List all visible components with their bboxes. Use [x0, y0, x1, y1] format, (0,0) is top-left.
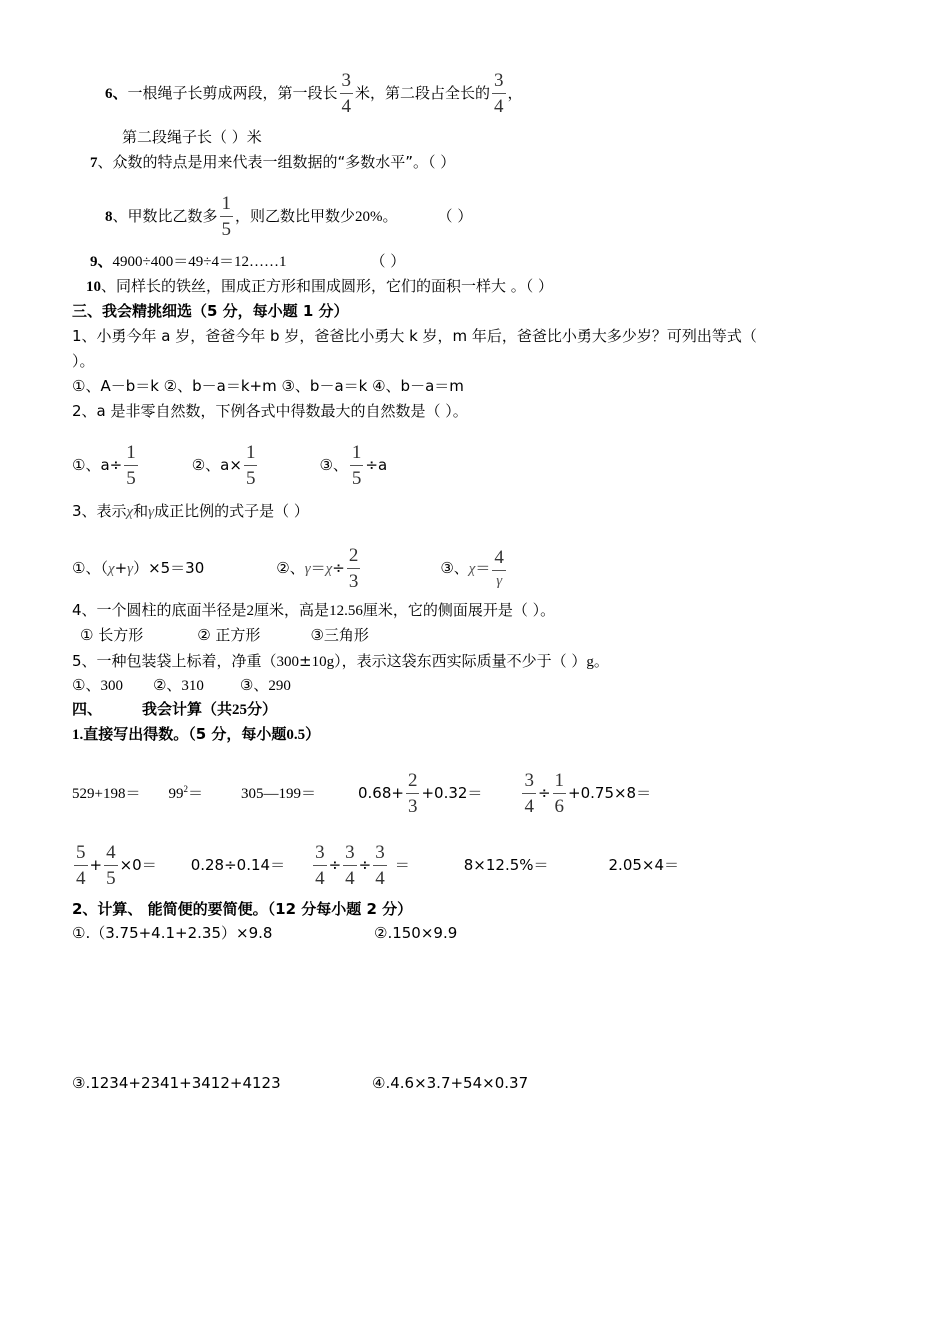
judge-q7: 7、众数的特点是用来代表一组数据的“多数水平”。（ ） [90, 153, 456, 171]
fraction: $\frac{3}{4}$ [524, 770, 534, 817]
calc-sub2-title: 2、计算、 能简便的要简便。（12 分每小题 2 分） [72, 900, 413, 918]
variable-x: χ [126, 504, 134, 520]
fraction: $\frac{3}{4}$ [345, 842, 355, 889]
judge-q10: 10、同样长的铁丝，围成正方形和围成圆形，它们的面积一样大 。（ ） [86, 277, 554, 295]
choose-q4-options: ① 长方形 ② 正方形 ③三角形 [80, 626, 369, 644]
choose-q2-options: ①、a÷ $\frac{1}{5}$ ②、a× $\frac{1}{5}$ ③、 $\frac{1}{5}$ ÷a [72, 442, 388, 489]
fraction: $\frac{2}{3}$ [348, 545, 359, 592]
judge-q9: 9、4900÷400＝49÷4＝12……1 （ ） [90, 252, 406, 270]
choose-q1-options: ①、A－b＝k ②、b－a＝k+m ③、b－a＝k ④、b－a＝m [72, 377, 464, 395]
judge-q6: 6、一根绳子长剪成两段，第一段长 $\frac{3}{4}$ 米，第二段占全长的 $\frac{3}{4}$ ， [105, 70, 523, 117]
fraction: $\frac{1}{5}$ [351, 442, 362, 489]
fraction: $\frac{4}{5}$ [106, 842, 116, 889]
variable-y: γ [148, 504, 155, 520]
section-title-calc: 四、 我会计算（共25分） [72, 700, 278, 718]
choose-q4: 4、一个圆柱的底面半径是2厘米，高是12.56厘米，它的侧面展开是（ ）。 [72, 601, 556, 619]
fraction: $\frac{5}{4}$ [76, 842, 86, 889]
calc-problem-3: ③.1234+2341+3412+4123 [72, 1074, 281, 1092]
judge-q8: 8、甲数比乙数多 $\frac{1}{5}$ ，则乙数比甲数少20%。 （ ） [105, 193, 473, 240]
fraction: 4 γ [494, 547, 504, 589]
fraction: $\frac{3}{4}$ [341, 70, 352, 117]
fraction: $\frac{1}{6}$ [554, 770, 565, 817]
calc-row-2: $\frac{5}{4}$ + $\frac{4}{5}$ ×0＝ 0.28÷0.14＝ $\frac{3}{4}$ ÷ $\frac{3}{4}$ ÷ $\frac{3}{4}$ ＝ 8×12.5%＝ 2.05×4＝ [76, 842, 680, 889]
answer-paren: （ ） [370, 252, 406, 270]
choose-q2: 2、a 是非零自然数，下例各式中得数最大的自然数是（ ）。 [72, 402, 468, 420]
calc-row-1: $529+198= 99^2=$ 305—199＝ 0.68+ $\frac{2}{3}$ +0.32＝ $\frac{3}{4}$ ÷ $\frac{1}{6}$ +0.75×8＝ [72, 770, 652, 817]
calc-sub1-title: 1.直接写出得数。（5 分，每小题0.5） [72, 725, 321, 743]
section-title-choose: 三、我会精挑细选（5 分，每小题 1 分） [72, 302, 349, 320]
question-number: 6 [105, 86, 113, 102]
fraction: $\frac{3}{4}$ [494, 70, 504, 117]
calc-problem-1: ①.（3.75+4.1+2.35）×9.8 [72, 924, 273, 942]
fraction: $\frac{3}{4}$ [375, 842, 385, 889]
answer-paren: （ ） [437, 207, 473, 225]
choose-q3: 3、表示χ和γ成正比例的式子是（ ） [72, 502, 309, 520]
choose-q3-options: ①、（χ+γ）×5＝30 ②、γ＝χ÷ $\frac{2}{3}$ ③、χ＝ 4 γ [72, 545, 504, 592]
choose-q5-options: ①、300 ②、310 ③、290 [72, 676, 291, 694]
fraction: $\frac{1}{5}$ [126, 442, 136, 489]
choose-q5: 5、一种包装袋上标着，净重（300±10g），表示这袋东西实际质量不少于（ ）g。 [72, 652, 609, 670]
fraction: $\frac{1}{5}$ [245, 442, 256, 489]
fraction: $\frac{2}{3}$ [407, 770, 418, 817]
fraction: $\frac{1}{5}$ [221, 193, 232, 240]
fraction: $\frac{3}{4}$ [315, 842, 325, 889]
calc-problem-2: ②.150×9.9 [374, 924, 458, 942]
choose-q1-cont: ）。 [72, 352, 95, 370]
calc-problem-4: ④.4.6×3.7+54×0.37 [372, 1074, 529, 1092]
judge-q6-line2: 第二段绳子长（ ）米 [122, 128, 262, 146]
choose-q1: 1、小勇今年 a 岁，爸爸今年 b 岁，爸爸比小勇大 k 岁，m 年后，爸爸比小勇大多少岁？可列出等式（ [72, 327, 757, 345]
question-text: 一根绳子长剪成两段，第一段长 [127, 84, 338, 102]
